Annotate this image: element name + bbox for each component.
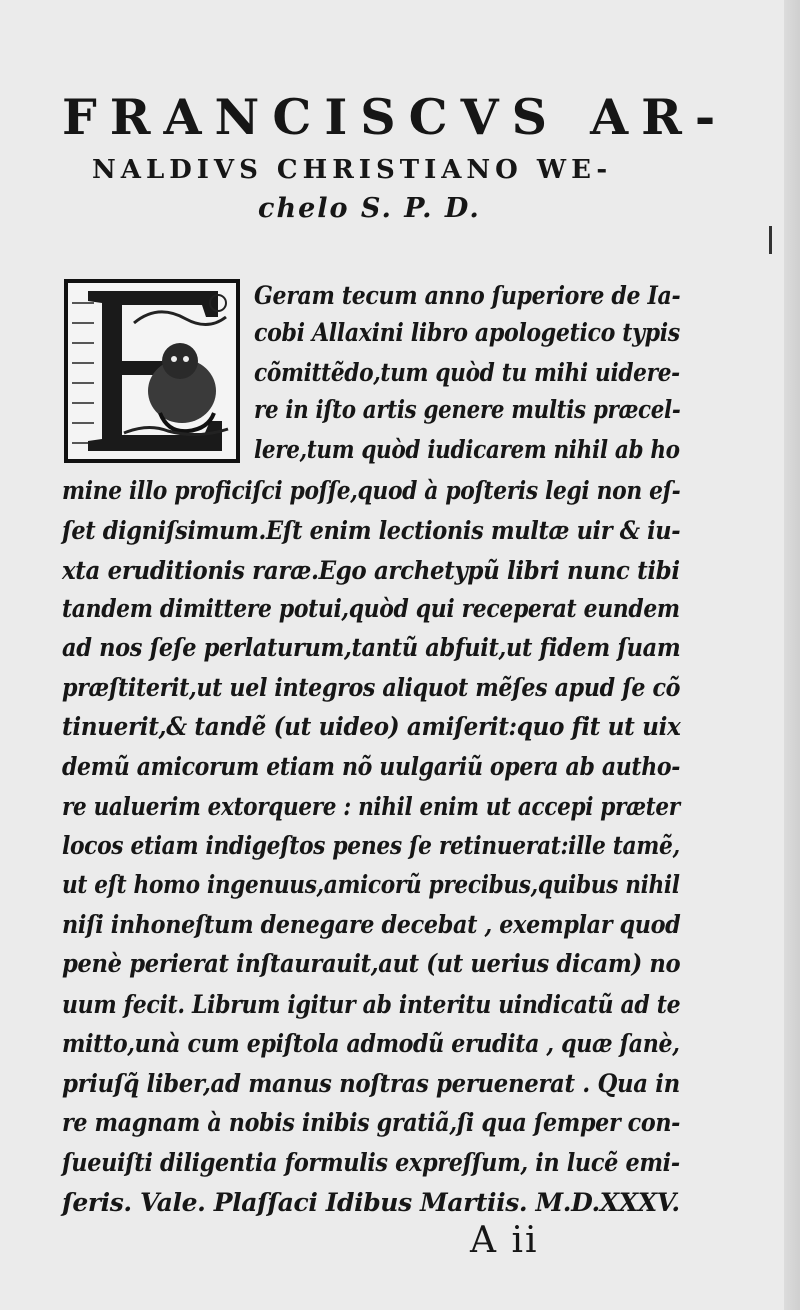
text-line: mine illo proficiſci poſſe,quod à poſteris legi non eſ- bbox=[62, 476, 681, 505]
text-line: xta eruditionis raræ.Ego archetypũ libri nunc tibi bbox=[62, 556, 680, 585]
signature-mark: A ii bbox=[470, 1220, 539, 1261]
text-line: re ualuerim extorquere : nihil enim ut accepi præter bbox=[62, 792, 680, 821]
text-line: priuſq̃ liber,ad manus noſtras peruenerat . Qua in bbox=[62, 1069, 680, 1098]
text-line: cõmittẽdo,tum quòd tu mihi uidere- bbox=[254, 358, 680, 387]
text-line: uum fecit. Librum igitur ab interitu uindicatũ ad te bbox=[62, 990, 681, 1019]
text-line: præſtiterit,ut uel integros aliquot mẽſes apud ſe cõ bbox=[62, 673, 681, 702]
text-line: cobi Allaxini libro apologetico typis bbox=[254, 318, 680, 347]
text-line: tandem dimittere potui,quòd qui receperat eundem bbox=[62, 594, 680, 623]
text-line: demũ amicorum etiam nõ uulgariũ opera ab autho- bbox=[62, 752, 681, 781]
text-line: lere,tum quòd iudicarem nihil ab ho bbox=[254, 435, 680, 464]
text-line: ad nos ſeſe perlaturum,tantũ abfuit,ut fidem ſuam bbox=[62, 633, 681, 662]
text-line: locos etiam indigeſtos penes ſe retinuerat:ille tamẽ, bbox=[62, 831, 680, 860]
text-line: ſeris. Vale. Plaſſaci Idibus Martiis. M.D.XXXV. bbox=[62, 1188, 680, 1217]
text-line: re in iſto artis genere multis præcel- bbox=[254, 395, 681, 424]
heading-line-2: NALDIVS CHRISTIANO WE- bbox=[92, 155, 613, 185]
text-line: penè perierat inſtaurauit,aut (ut uerius dicam) no bbox=[62, 949, 681, 978]
text-line: Geram tecum anno ſuperiore de Ia- bbox=[254, 281, 681, 310]
text-line: tinuerit,& tandẽ (ut uideo) amiſerit:quo fit ut uix bbox=[62, 712, 681, 741]
text-line: ut eſt homo ingenuus,amicorũ precibus,quibus nihil bbox=[62, 870, 680, 899]
text-line: re magnam à nobis inibis gratiã,ſi qua ſemper con- bbox=[62, 1108, 681, 1137]
heading-line-1: FRANCISCVS AR- bbox=[62, 88, 729, 146]
text-line: ſueuiſti diligentia formulis expreſſum, in lucẽ emi- bbox=[62, 1148, 680, 1177]
heading-line-3: chelo S. P. D. bbox=[258, 193, 481, 224]
text-line: mitto,unà cum epiſtola admodũ erudita , quæ ſanè, bbox=[62, 1029, 680, 1058]
text-line: niſi inhoneſtum denegare decebat , exemplar quod bbox=[62, 910, 681, 939]
text-line: ſet digniſsimum.Eſt enim lectionis multæ uir & iu- bbox=[62, 516, 681, 545]
